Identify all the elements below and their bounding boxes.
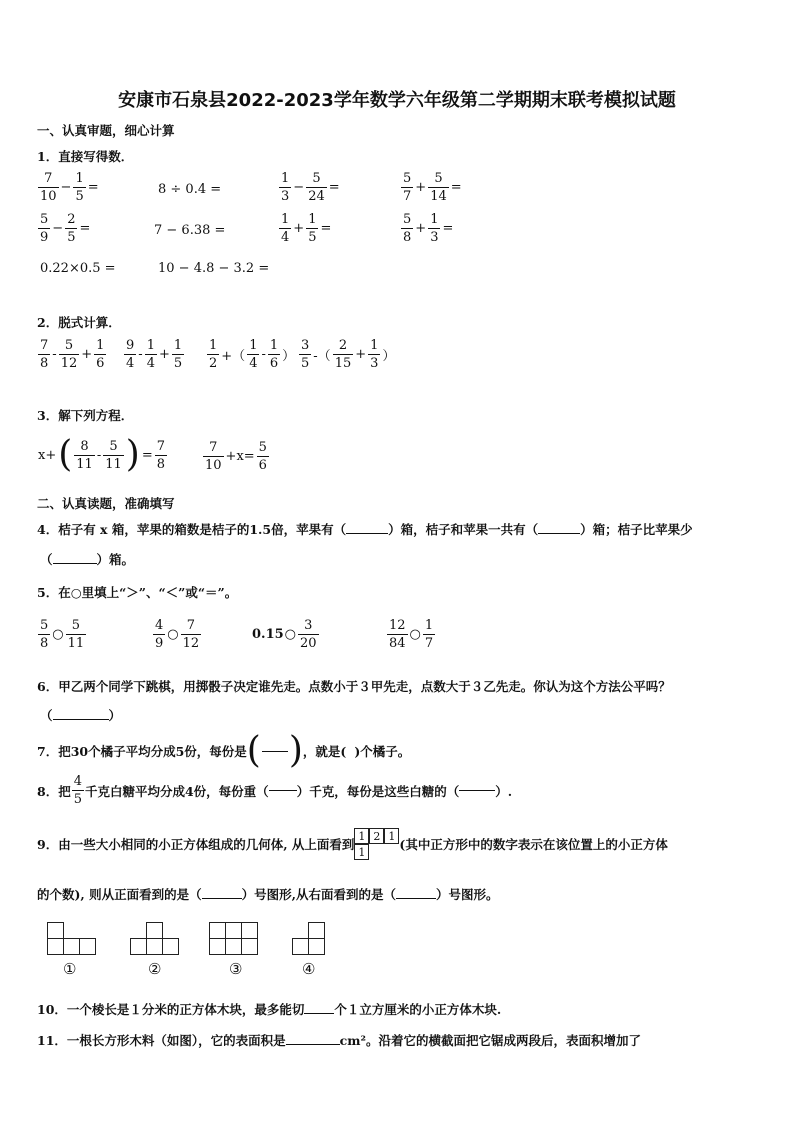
compare-circle[interactable]: ○	[52, 627, 64, 642]
grid-cell: 1	[354, 844, 369, 860]
numerator: 5	[40, 618, 49, 633]
close-paren: ）	[108, 708, 122, 723]
equals: =	[87, 180, 99, 195]
operator: −	[52, 221, 64, 236]
numerator: 8	[80, 438, 89, 454]
numerator: 5	[403, 212, 412, 227]
question-5-label: 5．在○里填上“＞”、“＜”或“＝”。	[37, 585, 238, 600]
numerator: 5	[403, 171, 412, 186]
question-6-answer	[40, 706, 121, 724]
operator: −	[60, 180, 72, 195]
denominator: 24	[308, 189, 325, 204]
denominator: 5	[67, 230, 76, 245]
denominator: 8	[403, 230, 412, 245]
compare-circle[interactable]: ○	[284, 627, 297, 642]
q5-compare-3	[252, 619, 320, 650]
compare-circle[interactable]: ○	[167, 627, 179, 642]
decimal-value: 0.15	[252, 627, 284, 642]
denominator: 14	[430, 189, 447, 204]
equals: =	[141, 447, 153, 463]
grid-cell-empty	[384, 844, 399, 860]
denominator: 3	[430, 230, 439, 245]
q1-item-10: 10 − 4.8 − 3.2 =	[158, 261, 270, 276]
operator: -	[96, 447, 102, 463]
cube-square	[225, 938, 242, 955]
denominator: 11	[67, 636, 85, 651]
q9-text-d: ）号图形,从右面看到的是（	[241, 887, 396, 902]
q4-text-b: ）箱，桔子和苹果一共有（	[388, 522, 539, 537]
denominator: 11	[76, 456, 93, 472]
denominator: 2	[209, 356, 218, 371]
q1-item-9: 0.22×0.5 =	[40, 261, 116, 276]
numerator: 1	[146, 338, 155, 353]
q4-text-a: 4．桔子有 x 箱，苹果的箱数是桔子的1.5倍，苹果有（	[37, 522, 347, 537]
cube-square	[146, 938, 163, 955]
grid-cell: 1	[354, 828, 369, 844]
q3-equation-2	[202, 441, 270, 472]
q11-text-a: 11．一根长方形木料（如图），它的表面积是	[37, 1033, 286, 1048]
denominator: 5	[301, 356, 310, 371]
question-11	[37, 1031, 641, 1049]
cube-square	[308, 922, 325, 939]
question-4-line-1	[37, 520, 693, 538]
close-paren: )	[125, 434, 140, 475]
cube-square	[63, 938, 80, 955]
q1-item-8	[400, 213, 454, 244]
operator: -	[138, 347, 143, 362]
open-paren: (	[58, 434, 73, 475]
denominator: 15	[334, 356, 352, 371]
answer-blank[interactable]	[538, 533, 580, 534]
denominator: 12	[60, 356, 78, 371]
operator: −	[293, 180, 305, 195]
denominator: 4	[146, 356, 155, 371]
denominator: 6	[269, 356, 279, 371]
q8-text-a: 8．把	[37, 783, 71, 799]
cube-square	[162, 938, 179, 955]
q5-compare-1	[37, 619, 87, 650]
q1-item-3	[278, 172, 341, 203]
q4-text-c: ）箱；桔子比苹果少	[580, 522, 693, 537]
grid-cell-empty	[369, 844, 384, 860]
q5-compare-4	[386, 619, 436, 650]
q10-text-b: 个１立方厘米的小正方体木块.	[334, 1002, 502, 1017]
operator: +	[415, 221, 427, 236]
denominator: 84	[389, 636, 406, 651]
denominator: 4	[249, 356, 258, 371]
cube-square	[47, 922, 64, 939]
numerator: 1	[75, 171, 84, 186]
q7-text-a: 7．把30个橘子平均分成5份，每份是	[37, 744, 247, 759]
numerator: 1	[209, 338, 218, 353]
numerator: 1	[430, 212, 439, 227]
numerator: 1	[308, 212, 317, 227]
compare-circle[interactable]: ○	[409, 627, 421, 642]
cube-square	[241, 922, 258, 939]
numerator: 5	[40, 212, 49, 227]
numerator: 7	[40, 338, 49, 353]
cube-square	[146, 922, 163, 939]
question-10	[37, 1000, 501, 1018]
q7-text-b: ，就是(	[302, 744, 347, 759]
q1-item-6: 7 − 6.38 =	[154, 223, 226, 238]
numerator: 4	[73, 774, 82, 789]
answer-blank[interactable]	[53, 563, 97, 564]
question-4-line-2	[40, 550, 134, 568]
q2-expr-4	[298, 339, 396, 370]
q2-expr-2	[123, 339, 185, 370]
cube-square	[225, 922, 242, 939]
answer-blank[interactable]	[396, 898, 436, 899]
denominator: 9	[40, 230, 49, 245]
operator: +（	[221, 349, 246, 364]
operator: -	[261, 347, 266, 362]
question-9-line-2	[37, 885, 499, 903]
close-paren-large: )	[288, 730, 303, 771]
cube-square	[209, 922, 226, 939]
q5-compare-2	[152, 619, 202, 650]
denominator: 9	[155, 636, 164, 651]
numerator: 1	[173, 338, 183, 353]
numerator: 5	[434, 171, 443, 186]
denominator: 6	[96, 356, 105, 371]
q7-text-c: )个橘子。	[354, 744, 411, 759]
question-6-text: 6．甲乙两个同学下跳棋，用掷骰子决定谁先走。点数小于３甲先走，点数大于３乙先走。你认为这个方法公平吗？	[37, 679, 671, 694]
numerator: 5	[258, 440, 267, 455]
denominator: 8	[156, 456, 166, 472]
open-paren-large: (	[246, 730, 261, 771]
answer-blank[interactable]	[53, 719, 109, 720]
grid-cell: 2	[369, 828, 384, 844]
denominator: 4	[126, 356, 135, 371]
operator: -（	[313, 349, 331, 364]
answer-blank[interactable]	[304, 1013, 334, 1014]
fraction-blank[interactable]	[262, 751, 288, 752]
denominator: 5	[73, 792, 82, 807]
q9-text-e: ）号图形。	[435, 887, 499, 902]
numerator: 7	[44, 171, 53, 186]
operator: -	[52, 347, 57, 362]
numerator: 5	[64, 338, 74, 353]
q2-expr-3	[206, 339, 296, 370]
q1-item-5	[37, 213, 91, 244]
operator: +	[293, 221, 305, 236]
operator: +	[355, 347, 367, 362]
q9-text-a: 9．由一些大小相同的小正方体组成的几何体, 从上面看到	[37, 837, 355, 852]
cube-square	[79, 938, 96, 955]
q8-text-c: ）千克，每份是这些白糖的（	[296, 783, 460, 799]
answer-blank[interactable]	[346, 533, 388, 534]
question-7	[37, 730, 411, 771]
question-1-label: 1．直接写得数．	[37, 149, 134, 164]
q1-item-2: 8 ÷ 0.4 =	[158, 182, 222, 197]
section-heading-1: 一、认真审题，细心计算	[37, 123, 175, 138]
cube-square	[241, 938, 258, 955]
q1-item-7	[278, 213, 332, 244]
equals: =	[79, 221, 91, 236]
denominator: 3	[370, 356, 379, 371]
cube-square	[209, 938, 226, 955]
denominator: 10	[205, 458, 222, 473]
numerator: 1	[424, 618, 434, 633]
cube-square	[47, 938, 64, 955]
numerator: 1	[281, 212, 290, 227]
figure-label-4: ④	[302, 960, 316, 978]
denominator: 7	[403, 189, 412, 204]
page-title: 安康市石泉县2022-2023学年数学六年级第二学期期末联考模拟试题	[118, 90, 676, 111]
q4-text-d: （	[40, 552, 53, 567]
numerator: 1	[281, 171, 290, 186]
answer-blank[interactable]	[459, 790, 495, 791]
question-3-label: 3．解下列方程．	[37, 408, 134, 423]
numerator: 1	[370, 338, 379, 353]
numerator: 1	[269, 338, 279, 353]
denominator: 12	[182, 636, 200, 651]
numerator: 7	[186, 618, 196, 633]
equals: =	[450, 180, 462, 195]
top-view-grid	[354, 828, 399, 860]
question-8	[37, 775, 512, 806]
grid-cell: 1	[384, 828, 399, 844]
numerator: 2	[338, 338, 348, 353]
denominator: 8	[40, 636, 49, 651]
numerator: 4	[155, 618, 164, 633]
question-2-label: 2．脱式计算．	[37, 315, 121, 330]
q4-text-e: ）箱。	[96, 552, 135, 567]
denominator: 6	[258, 458, 267, 473]
q9-text-b: (其中正方形中的数字表示在该位置上的小正方体	[399, 837, 668, 852]
operator: +	[158, 347, 170, 362]
denominator: 5	[75, 189, 84, 204]
numerator: 1	[249, 338, 258, 353]
denominator: 11	[105, 456, 122, 472]
denominator: 8	[40, 356, 49, 371]
q1-item-4	[400, 172, 463, 203]
q1-item-1	[37, 172, 100, 203]
numerator: 7	[209, 440, 218, 455]
numerator: 2	[67, 212, 76, 227]
equals: =	[328, 180, 340, 195]
numerator: 5	[109, 438, 118, 454]
figure-label-3: ③	[229, 960, 243, 978]
operator: +	[81, 347, 93, 362]
equals: =	[442, 221, 454, 236]
numerator: 3	[304, 618, 313, 633]
numerator: 5	[312, 171, 321, 186]
numerator: 5	[71, 618, 81, 633]
section-heading-2: 二、认真读题，准确填写	[37, 496, 175, 511]
denominator: 5	[308, 230, 317, 245]
denominator: 5	[173, 356, 183, 371]
close-paren: ）	[382, 349, 396, 364]
numerator: 1	[96, 338, 105, 353]
denominator: 4	[281, 230, 290, 245]
denominator: 7	[424, 636, 434, 651]
numerator: 3	[301, 338, 310, 353]
numerator: 7	[156, 438, 166, 454]
numerator: 9	[126, 338, 135, 353]
open-paren: （	[40, 708, 53, 723]
operator: +	[415, 180, 427, 195]
denominator: 3	[281, 189, 290, 204]
equals: =	[320, 221, 332, 236]
q3-equation-1	[37, 434, 168, 475]
operator: +x=	[225, 449, 255, 464]
figure-label-2: ②	[148, 960, 162, 978]
q8-text-d: ）.	[495, 783, 513, 799]
denominator: 20	[300, 636, 317, 651]
variable-x: x+	[38, 447, 57, 463]
question-9-line-1	[37, 828, 668, 860]
close-paren: ）	[282, 349, 296, 364]
q2-expr-1	[37, 339, 107, 370]
numerator: 12	[389, 618, 406, 633]
answer-blank[interactable]	[286, 1044, 340, 1045]
figure-label-1: ①	[63, 960, 77, 978]
q10-text-a: 10．一个棱长是１分米的正方体木块，最多能切	[37, 1002, 305, 1017]
cube-square	[308, 938, 325, 955]
cube-square	[130, 938, 147, 955]
answer-blank[interactable]	[202, 898, 242, 899]
denominator: 10	[40, 189, 57, 204]
cube-square	[292, 938, 309, 955]
view-figures	[38, 916, 328, 982]
q8-text-b: 千克白糖平均分成4份，每份重（	[84, 783, 269, 799]
q9-text-c: 的个数), 则从正面看到的是（	[37, 887, 202, 902]
q11-text-b: cm²。沿着它的横截面把它锯成两段后，表面积增加了	[339, 1033, 641, 1048]
answer-blank[interactable]	[269, 790, 297, 791]
